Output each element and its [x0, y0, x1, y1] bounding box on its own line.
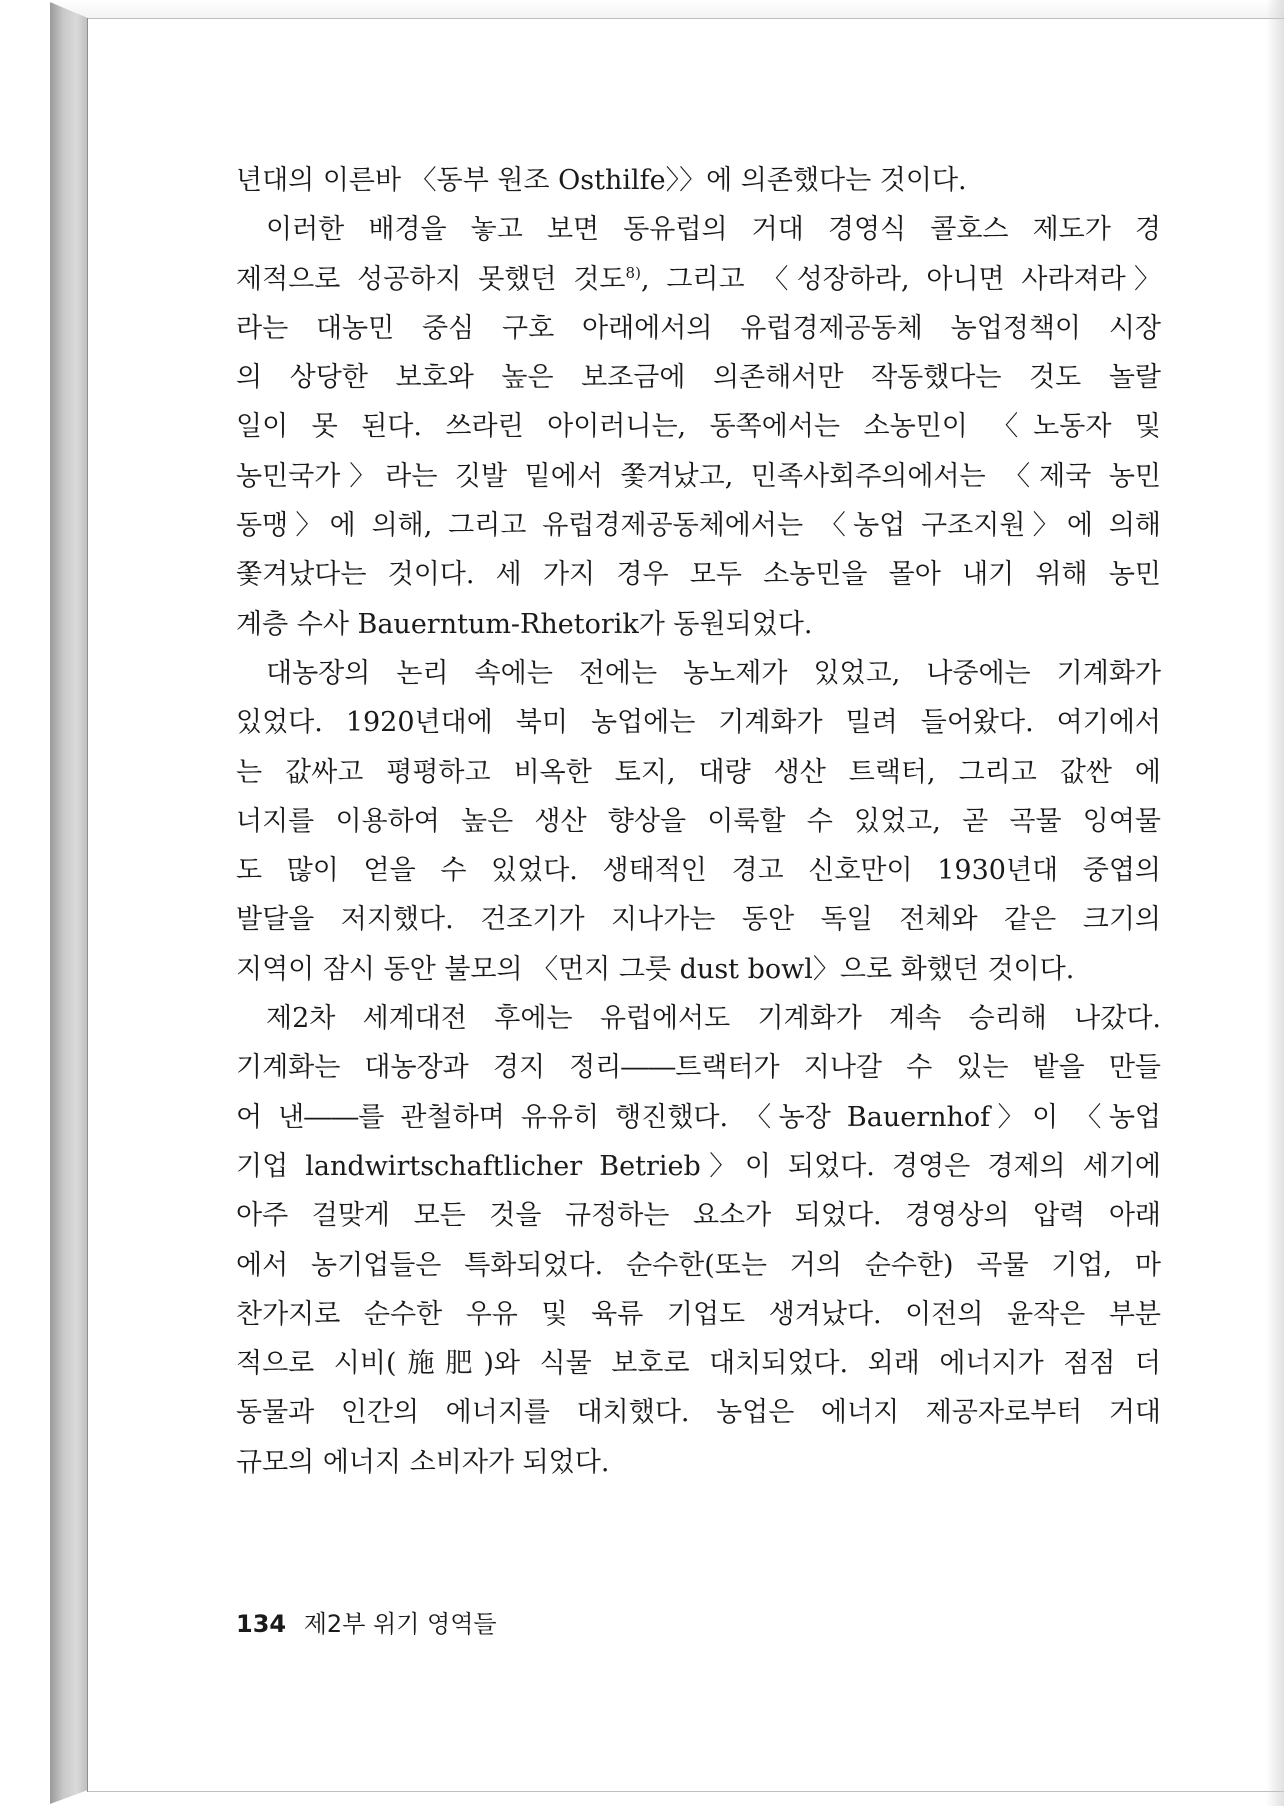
text-line [236, 156, 1161, 205]
text-line-content: 대농장의 논리 속에는 전에는 농노제가 있었고, 나중에는 기계화가 [266, 657, 1161, 689]
text-line-content: 지역이 잠시 동안 불모의 〈먼지 그릇 dust bowl〉으로 화했던 것이다. [236, 953, 1075, 985]
body-text [236, 156, 1161, 1487]
text-line-content: 어 낸――를 관철하며 유유히 행진했다. 〈농장 Bauernhof〉이 〈농업 [236, 1101, 1161, 1133]
text-line [236, 797, 1161, 846]
text-line [236, 1043, 1161, 1092]
text-line [236, 353, 1161, 402]
text-line-content: 제적으로 성공하지 못했던 것도 [236, 263, 626, 295]
text-line-content: 일이 못 된다. 쓰라린 아이러니는, 동쪽에서는 소농민이 〈노동자 및 [236, 411, 1161, 443]
book-top-edge [50, 0, 1284, 20]
text-line-content: 아주 걸맞게 모든 것을 규정하는 요소가 되었다. 경영상의 압력 아래 [236, 1200, 1161, 1232]
page-number: 134 [236, 1610, 287, 1638]
text-line [236, 1290, 1161, 1339]
text-line-content: 있었다. 1920년대에 북미 농업에는 기계화가 밀려 들어왔다. 여기에서 [236, 707, 1161, 739]
section-title: 제2부 위기 영역들 [303, 1610, 497, 1638]
text-line-content: 년대의 이른바 〈동부 원조 Osthilfe〉〉에 의존했다는 것이다. [236, 165, 967, 196]
text-line-content: 동물과 인간의 에너지를 대치했다. 농업은 에너지 제공자로부터 거대 [236, 1397, 1161, 1429]
text-line-content: 에서 농기업들은 특화되었다. 순수한(또는 거의 순수한) 곡물 기업, 마 [236, 1249, 1161, 1281]
text-line [236, 402, 1161, 451]
page-right-shadow [1266, 0, 1284, 1806]
text-line-content: 쫓겨났다는 것이다. 세 가지 경우 모두 소농민을 몰아 내기 위해 농민 [236, 559, 1161, 591]
text-line [236, 1339, 1161, 1388]
text-line-content: 적으로 시비(施肥)와 식물 보호로 대치되었다. 외래 에너지가 점점 더 [236, 1348, 1161, 1380]
text-line-content: 동맹〉에 의해, 그리고 유럽경제공동체에서는 〈농업 구조지원〉에 의해 [236, 510, 1161, 542]
text-line-content: 기계화는 대농장과 경지 정리――트랙터가 지나갈 수 있는 밭을 만들 [236, 1052, 1161, 1084]
text-line [236, 748, 1161, 797]
text-line [236, 994, 1161, 1043]
text-line [236, 1438, 1161, 1487]
text-line [236, 501, 1161, 550]
text-line [236, 846, 1161, 895]
text-line [236, 895, 1161, 944]
text-line-content: 발달을 저지했다. 건조기가 지나가는 동안 독일 전체와 같은 크기의 [236, 904, 1161, 936]
text-line [236, 945, 1161, 994]
text-line-content: 의 상당한 보호와 높은 보조금에 의존해서만 작동했다는 것도 놀랄 [236, 362, 1161, 394]
text-line [236, 1191, 1161, 1240]
text-line [236, 205, 1161, 254]
text-line-content: 라는 대농민 중심 구호 아래에서의 유럽경제공동체 농업정책이 시장 [236, 312, 1161, 344]
text-line [236, 698, 1161, 747]
book-spine-edge [50, 0, 88, 1806]
page-footer [236, 1604, 497, 1639]
text-line [236, 649, 1161, 698]
text-line-content: 는 값싸고 평평하고 비옥한 토지, 대량 생산 트랙터, 그리고 값싼 에 [236, 756, 1161, 788]
text-line [236, 600, 1161, 649]
text-line-content: , 그리고 〈성장하라, 아니면 사라져라〉 [640, 263, 1161, 295]
text-line [236, 304, 1161, 353]
text-line-content: 너지를 이용하여 높은 생산 향상을 이룩할 수 있었고, 곧 곡물 잉여물 [236, 805, 1161, 837]
text-line-content: 제2차 세계대전 후에는 유럽에서도 기계화가 계속 승리해 나갔다. [266, 1003, 1161, 1035]
text-line-content: 도 많이 얻을 수 있었다. 생태적인 경고 신호만이 1930년대 중엽의 [236, 855, 1161, 887]
text-line [236, 255, 1161, 304]
text-line-content: 이러한 배경을 놓고 보면 동유럽의 거대 경영식 콜호스 제도가 경 [266, 214, 1161, 246]
text-line-content: 찬가지로 순수한 우유 및 육류 기업도 생겨났다. 이전의 윤작은 부분 [236, 1298, 1161, 1330]
text-line [236, 452, 1161, 501]
footnote-marker[interactable]: 8) [625, 263, 641, 282]
text-line [236, 1142, 1161, 1191]
text-line [236, 1388, 1161, 1437]
text-line [236, 1093, 1161, 1142]
text-line [236, 550, 1161, 599]
text-line-content: 농민국가〉라는 깃발 밑에서 쫓겨났고, 민족사회주의에서는 〈제국 농민 [236, 460, 1161, 492]
text-line-content: 규모의 에너지 소비자가 되었다. [236, 1446, 610, 1478]
text-line [236, 1241, 1161, 1290]
text-line-content: 기업 landwirtschaftlicher Betrieb〉이 되었다. 경영은 경제의 세기에 [236, 1150, 1161, 1182]
text-line-content: 계층 수사 Bauerntum-Rhetorik가 동원되었다. [236, 608, 813, 640]
